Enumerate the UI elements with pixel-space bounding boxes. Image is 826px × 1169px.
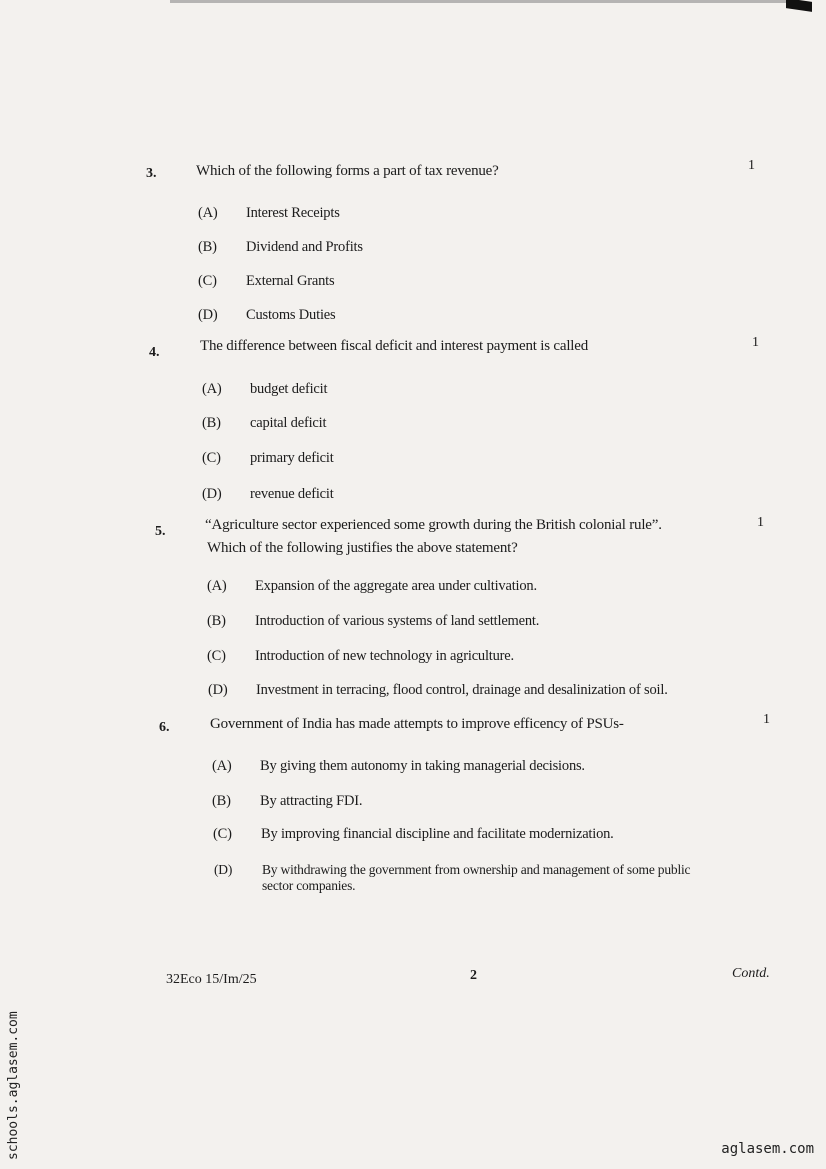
question-4-number: 4. [149, 345, 160, 360]
option-text: External Grants [246, 273, 335, 289]
option-letter: (B) [212, 793, 231, 809]
question-5-number: 5. [155, 524, 166, 539]
option-text: primary deficit [250, 450, 334, 466]
question-6-option-b [212, 793, 362, 810]
option-text: Customs Duties [246, 307, 336, 323]
option-text: Interest Receipts [246, 205, 340, 221]
option-letter: (A) [212, 758, 232, 774]
option-text-line2: sector companies. [262, 878, 356, 893]
question-6-option-d [214, 862, 690, 894]
question-4-marks: 1 [752, 335, 759, 350]
option-letter: (D) [208, 682, 228, 698]
question-5-option-b [207, 613, 539, 630]
option-letter: (D) [202, 486, 222, 502]
option-text: revenue deficit [250, 486, 334, 502]
question-4-option-d [202, 486, 334, 503]
option-letter: (B) [207, 613, 226, 629]
option-letter: (C) [198, 273, 217, 289]
question-5-option-a [207, 578, 537, 595]
top-scan-edge [170, 0, 790, 3]
side-watermark: schools.aglasem.com [6, 1011, 21, 1160]
question-4-option-b [202, 415, 326, 432]
question-4-text: The difference between fiscal deficit and interest payment is called [200, 338, 589, 354]
option-text: Expansion of the aggregate area under cultivation. [255, 578, 537, 594]
question-6-number: 6. [159, 720, 170, 735]
question-3-number: 3. [146, 166, 157, 181]
option-letter: (C) [202, 450, 221, 466]
option-text: Introduction of new technology in agriculture. [255, 648, 514, 664]
option-letter: (B) [202, 415, 221, 431]
option-letter: (C) [207, 648, 226, 664]
contd-label: Contd. [732, 966, 770, 981]
question-3-text: Which of the following forms a part of tax revenue? [196, 163, 499, 179]
question-3-marks: 1 [748, 158, 755, 173]
corner-watermark: aglasem.com [721, 1141, 814, 1157]
option-letter: (A) [198, 205, 218, 221]
question-5-option-d [208, 682, 668, 699]
option-letter: (C) [213, 826, 232, 842]
question-5-marks: 1 [757, 515, 764, 530]
question-3-option-c [198, 273, 334, 290]
option-letter: (B) [198, 239, 217, 255]
question-6-option-c [213, 826, 614, 843]
question-6-marks: 1 [763, 712, 770, 727]
option-text-line1: By withdrawing the government from ownership and management of some public [262, 862, 691, 877]
question-5-text: “Agriculture sector experienced some growth during the British colonial rule”. [205, 517, 662, 533]
question-6-text: Government of India has made attempts to improve efficency of PSUs- [210, 716, 624, 732]
question-6-option-a [212, 758, 585, 775]
question-3-option-a [198, 205, 340, 222]
paper-code: 32Eco 15/Im/25 [166, 972, 257, 987]
option-text: capital deficit [250, 415, 327, 431]
page-number: 2 [470, 968, 477, 983]
option-letter: (D) [214, 862, 233, 877]
option-text [262, 862, 690, 894]
question-5-option-c [207, 648, 514, 665]
option-text: budget deficit [250, 381, 328, 397]
option-letter: (A) [207, 578, 227, 594]
question-5-text-line2: Which of the following justifies the above statement? [207, 540, 518, 556]
option-text: By improving financial discipline and facilitate modernization. [261, 826, 614, 842]
option-text: By giving them autonomy in taking managerial decisions. [260, 758, 585, 774]
question-4-option-a [202, 381, 327, 398]
top-right-scan-mark [786, 0, 812, 12]
option-text: Dividend and Profits [246, 239, 363, 255]
question-3-option-d [198, 307, 335, 324]
option-text: By attracting FDI. [260, 793, 363, 809]
option-letter: (A) [202, 381, 222, 397]
option-text: Introduction of various systems of land settlement. [255, 613, 540, 629]
option-text: Investment in terracing, flood control, drainage and desalinization of soil. [256, 682, 668, 698]
option-letter: (D) [198, 307, 218, 323]
question-3-option-b [198, 239, 363, 256]
question-4-option-c [202, 450, 334, 467]
